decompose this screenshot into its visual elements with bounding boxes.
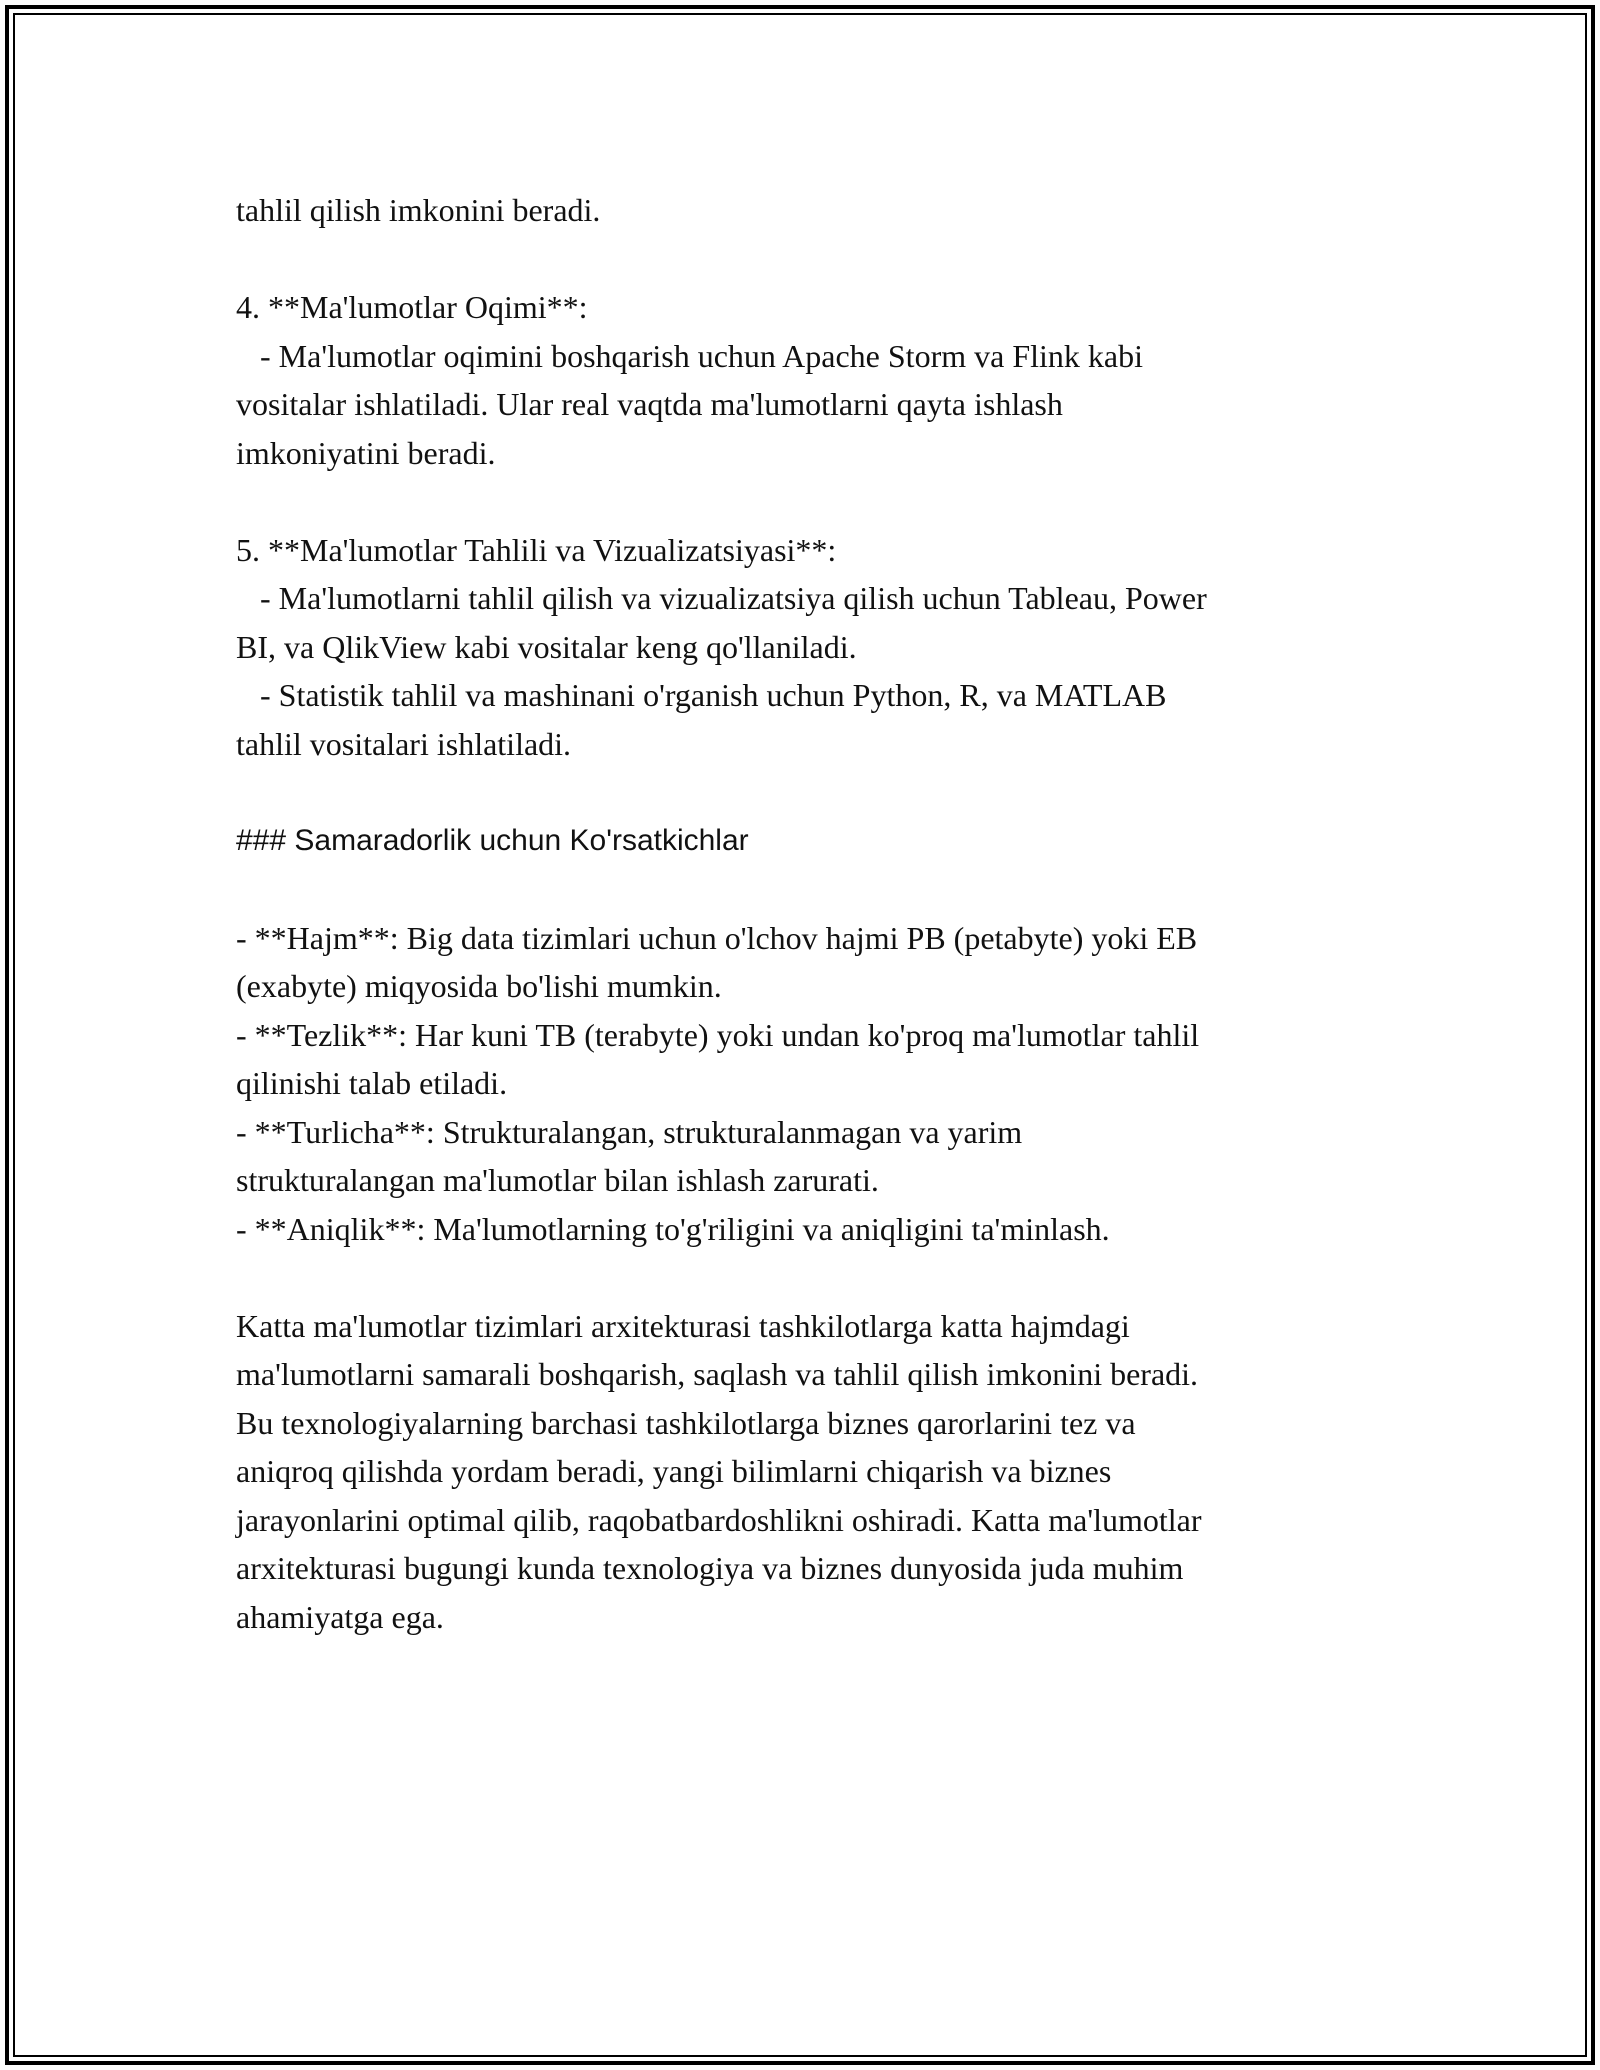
text-line: strukturalangan ma'lumotlar bilan ishlash zarurati. <box>236 1162 879 1198</box>
blank-line <box>236 477 1366 526</box>
text-line: BI, va QlikView kabi vositalar keng qo'llaniladi. <box>236 628 857 665</box>
paragraph-continuation <box>236 186 1366 235</box>
text-line: - **Turlicha**: Strukturalangan, strukturalanmagan va yarim <box>236 1113 1023 1150</box>
text-line: Katta ma'lumotlar tizimlari arxitekturasi tashkilotlarga katta hajmdagi <box>236 1307 1130 1344</box>
list-item-title: 4. **Ma'lumotlar Oqimi**: <box>236 289 588 325</box>
text-line: ma'lumotlarni samarali boshqarish, saqlash va tahlil qilish imkonini beradi. <box>236 1356 1199 1392</box>
text-line: - **Tezlik**: Har kuni TB (terabyte) yoki undan ko'proq ma'lumotlar tahlil <box>236 1016 1200 1053</box>
document-body <box>236 186 1366 1641</box>
metrics-list <box>236 914 1366 1254</box>
blank-line <box>236 865 1366 914</box>
text-line: - Ma'lumotlarni tahlil qilish va vizualizatsiya qilish uchun Tableau, Power <box>236 580 1207 616</box>
text-line: jarayonlarini optimal qilib, raqobatbardoshlikni oshiradi. Katta ma'lumotlar <box>236 1501 1202 1538</box>
blank-line <box>236 235 1366 284</box>
blank-line <box>236 768 1366 817</box>
text-line: aniqroq qilishda yordam beradi, yangi bilimlarni chiqarish va biznes <box>236 1453 1112 1489</box>
text-line: - Ma'lumotlar oqimini boshqarish uchun Apache Storm va Flink kabi <box>236 337 1143 374</box>
text-line: vositalar ishlatiladi. Ular real vaqtda ma'lumotlarni qayta ishlash <box>236 386 1063 422</box>
text-line: qilinishi talab etiladi. <box>236 1065 508 1101</box>
text-line: - **Aniqlik**: Ma'lumotlarning to'g'riligini va aniqligini ta'minlash. <box>236 1210 1110 1247</box>
text-line: arxitekturasi bugungi kunda texnologiya va biznes dunyosida juda muhim <box>236 1550 1184 1586</box>
section-heading: ### Samaradorlik uchun Ko'rsatkichlar <box>236 823 749 857</box>
text-line: imkoniyatini beradi. <box>236 434 496 471</box>
blank-line <box>236 1253 1366 1302</box>
text-line: - **Hajm**: Big data tizimlari uchun o'lchov hajmi PB (petabyte) yoki EB <box>236 919 1198 956</box>
text-line: - Statistik tahlil va mashinani o'rganish uchun Python, R, va MATLAB <box>236 677 1167 713</box>
text-line: ahamiyatga ega. <box>236 1598 444 1635</box>
list-item-data-analysis <box>236 526 1366 769</box>
text-line: tahlil vositalari ishlatiladi. <box>236 725 572 762</box>
list-item-data-streaming <box>236 283 1366 477</box>
text-line: tahlil qilish imkonini beradi. <box>236 192 601 228</box>
list-item-title: 5. **Ma'lumotlar Tahlili va Vizualizatsiyasi**: <box>236 531 837 568</box>
text-line: (exabyte) miqyosida bo'lishi mumkin. <box>236 968 722 1004</box>
text-line: Bu texnologiyalarning barchasi tashkilotlarga biznes qarorlarini tez va <box>236 1404 1136 1441</box>
conclusion-paragraph <box>236 1302 1366 1642</box>
